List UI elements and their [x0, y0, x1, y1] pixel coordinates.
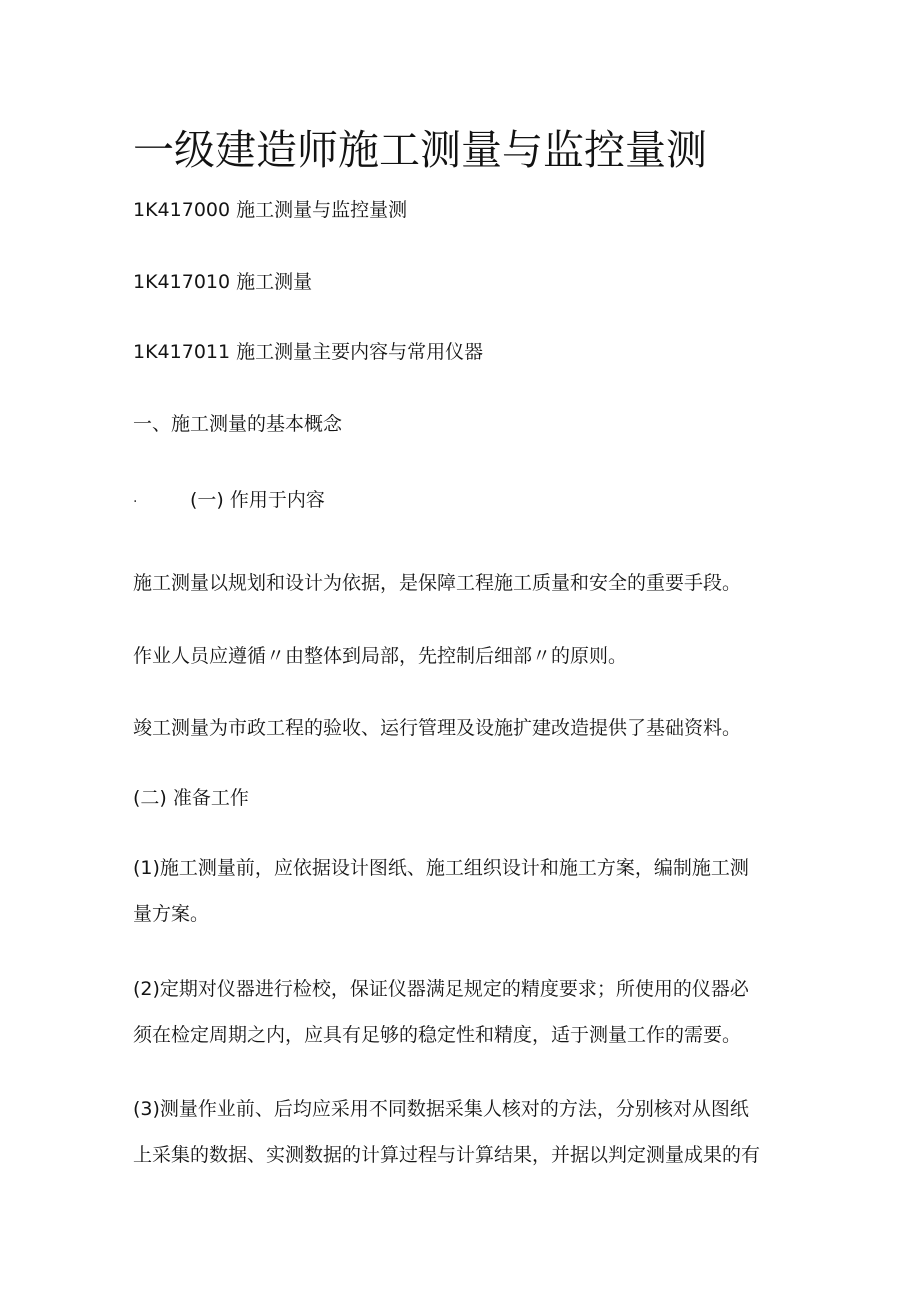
list-item-line: 须在检定周期之内，应具有足够的稳定性和精度，适于测量工作的需要。: [133, 1024, 742, 1046]
list-item-line: (3)测量作业前、后均应采用不同数据采集人核对的方法，分别核对从图纸: [133, 1098, 749, 1120]
heading-chapter: 1K417000 施工测量与监控量测: [133, 199, 408, 221]
list-item: [133, 975, 793, 1049]
paragraph-2: 作业人员应遵循〃由整体到局部，先控制后细部〃的原则。: [133, 645, 628, 667]
subheading-preparation: (二) 准备工作: [133, 787, 249, 809]
list-item-line: (2)定期对仪器进行检校，保证仪器满足规定的精度要求；所使用的仪器必: [133, 978, 749, 1000]
list-item-line: 上采集的数据、实测数据的计算过程与计算结果，并据以判定测量成果的有: [133, 1144, 761, 1166]
list-item-line: (1)施工测量前，应依据设计图纸、施工组织设计和施工方案，编制施工测: [133, 857, 749, 879]
subheading-role-content: (一) 作用于内容: [190, 489, 325, 511]
paragraph-3: 竣工测量为市政工程的验收、运行管理及设施扩建改造提供了基础资料。: [133, 717, 742, 739]
heading-part-one: 一、施工测量的基本概念: [133, 413, 343, 435]
heading-section: 1K417010 施工测量: [133, 271, 313, 293]
document-title: 一级建造师施工测量与监控量测: [133, 126, 707, 174]
list-item-line: 量方案。: [133, 903, 210, 925]
heading-subsection: 1K417011 施工测量主要内容与常用仪器: [133, 341, 484, 363]
bullet-mark: ·: [133, 494, 138, 510]
list-item: [133, 1095, 793, 1169]
list-item: [133, 854, 793, 928]
paragraph-1: 施工测量以规划和设计为依据，是保障工程施工质量和安全的重要手段。: [133, 572, 742, 594]
